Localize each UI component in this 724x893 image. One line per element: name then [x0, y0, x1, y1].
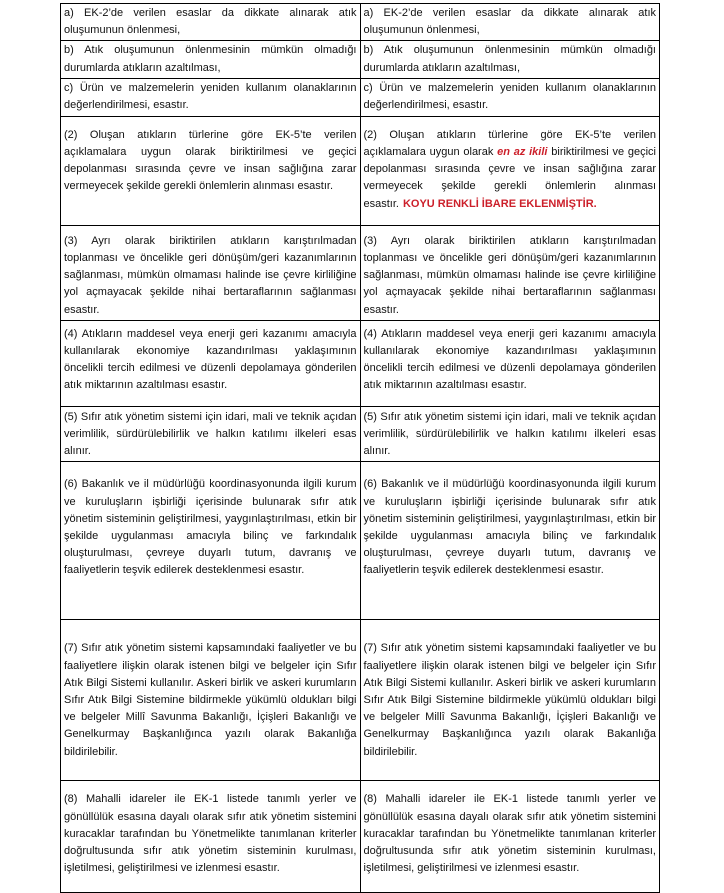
left-cell: (6) Bakanlık ve il müdürlüğü koordinasyonunda ilgili kurum ve kuruluşların işbirliği içerisinde bulunarak sıfır atık yönetim sisteminin geliştirilmesi, yaygınlaştırılması, etkin bir şekilde uygulanması amacıyla bilinç ve farkındalık oluşturulması, çevreye duyarlı tutum, davranış ve faaliyetlerin teşvik edilerek desteklenmesi esastır.: [61, 462, 361, 620]
right-cell-amended: [360, 116, 660, 225]
amended-text-before: (2) Oluşan atıkların türlerine göre EK-5’te verilen açıklamalara uygun olarak: [363, 128, 656, 159]
comparison-table: [60, 3, 660, 893]
right-cell: (4) Atıkların maddesel veya enerji geri kazanımı amacıyla kullanılarak ekonomiye kazandırılması yaklaşımının öncelikli tercih edilmesi ve düzenli depolamaya gönderilen atık miktarının azaltılması esastır.: [360, 320, 660, 406]
left-cell: (2) Oluşan atıkların türlerine göre EK-5’te verilen açıklamalara uygun olarak biriktirilmesi ve geçici depolanması sırasında çevre ve insan sağlığına zarar vermeyecek şekilde gerekli önlemlerin alınması esastır.: [61, 116, 361, 225]
left-cell: (3) Ayrı olarak biriktirilen atıkların karıştırılmadan toplanması ve öncelikle geri dönüşüm/geri kazanımlarının sağlanması, mümkün olmaması halinde ise çevre kirliliğine yol açmayacak şekilde nihai bertaraflarının sağlanması esastır.: [61, 225, 361, 320]
right-cell: (3) Ayrı olarak biriktirilen atıkların karıştırılmadan toplanması ve öncelikle geri dönüşüm/geri kazanımlarının sağlanması, mümkün olmaması halinde ise çevre kirliliğine yol açmayacak şekilde nihai bertaraflarının sağlanması esastır.: [360, 225, 660, 320]
table-row: [61, 620, 660, 781]
left-cell: c) Ürün ve malzemelerin yeniden kullanım olanaklarının değerlendirilmesi, esastır.: [61, 78, 361, 116]
right-cell: (5) Sıfır atık yönetim sistemi için idari, mali ve teknik açıdan verimlilik, sürdürülebilirlik ve halkın katılımı ilkeleri esas alınır.: [360, 406, 660, 462]
table-row: [61, 78, 660, 116]
left-cell: (5) Sıfır atık yönetim sistemi için idari, mali ve teknik açıdan verimlilik, sürdürülebilirlik ve halkın katılımı ilkeleri esas alınır.: [61, 406, 361, 462]
left-cell: (4) Atıkların maddesel veya enerji geri kazanımı amacıyla kullanılarak ekonomiye kazandırılması yaklaşımının öncelikli tercih edilmesi ve düzenli depolamaya gönderilen atık miktarının azaltılması esastır.: [61, 320, 361, 406]
table-row: [61, 41, 660, 78]
left-cell: b) Atık oluşumunun önlenmesinin mümkün olmadığı durumlarda atıkların azaltılması,: [61, 41, 361, 78]
table-row: [61, 116, 660, 225]
left-cell: (8) Mahalli idareler ile EK-1 listede tanımlı yerler ve gönüllülük esasına dayalı olarak sıfır atık yönetim sistemini kuracaklar tarafından bu Yönetmelikte tanımlanan kriterler doğrultusunda sıfır atık yönetim sisteminin kurulması, işletilmesi, geliştirilmesi ve izlenmesi esastır.: [61, 781, 361, 893]
right-cell: (6) Bakanlık ve il müdürlüğü koordinasyonunda ilgili kurum ve kuruluşların işbirliği içerisinde bulunarak sıfır atık yönetim sisteminin geliştirilmesi, yaygınlaştırılması, etkin bir şekilde uygulanması amacıyla bilinç ve farkındalık oluşturulması, çevreye duyarlı tutum, davranış ve faaliyetlerin teşvik edilerek desteklenmesi esastır.: [360, 462, 660, 620]
added-phrase: en az ikili: [497, 146, 548, 159]
right-cell: (8) Mahalli idareler ile EK-1 listede tanımlı yerler ve gönüllülük esasına dayalı olarak sıfır atık yönetim sistemini kuracaklar tarafından bu Yönetmelikte tanımlanan kriterler doğrultusunda sıfır atık yönetim sisteminin kurulması, işletilmesi, geliştirilmesi ve izlenmesi esastır.: [360, 781, 660, 893]
table-row: [61, 781, 660, 893]
table-row: [61, 406, 660, 462]
table-row: [61, 462, 660, 620]
right-cell: b) Atık oluşumunun önlenmesinin mümkün olmadığı durumlarda atıkların azaltılması,: [360, 41, 660, 78]
left-cell: (7) Sıfır atık yönetim sistemi kapsamındaki faaliyetler ve bu faaliyetlere ilişkin olarak istenen bilgi ve belgeler için Sıfır Atık Bilgi Sistemi kullanılır. Askeri birlik ve askeri kurumların Sıfır Atık Bilgi Sistemine bildirmekle yükümlü oldukları bilgi ve belgeler Millî Savunma Bakanlığı, İçişleri Bakanlığı ve Genelkurmay Başkanlığınca yazılı olarak Bakanlığa bildirilebilir.: [61, 620, 361, 781]
right-cell: c) Ürün ve malzemelerin yeniden kullanım olanaklarının değerlendirilmesi, esastır.: [360, 78, 660, 116]
right-cell: (7) Sıfır atık yönetim sistemi kapsamındaki faaliyetler ve bu faaliyetlere ilişkin olarak istenen bilgi ve belgeler için Sıfır Atık Bilgi Sistemi kullanılır. Askeri birlik ve askeri kurumların Sıfır Atık Bilgi Sistemine bildirmekle yükümlü oldukları bilgi ve belgeler Millî Savunma Bakanlığı, İçişleri Bakanlığı ve Genelkurmay Başkanlığınca yazılı olarak Bakanlığa bildirilebilir.: [360, 620, 660, 781]
right-cell: a) EK-2’de verilen esaslar da dikkate alınarak atık oluşumunun önlenmesi,: [360, 4, 660, 41]
left-cell: a) EK-2’de verilen esaslar da dikkate alınarak atık oluşumunun önlenmesi,: [61, 4, 361, 41]
table-row: [61, 320, 660, 406]
amended-text-after: biriktirilmesi ve geçici depolanması sırasında çevre ve insan sağlığına zarar vermeyecek şekilde gerekli önlemlerin alınması esastır.: [363, 146, 656, 210]
amendment-note: KOYU RENKLİ İBARE EKLENMİŞTİR.: [402, 197, 597, 210]
table-row: [61, 4, 660, 41]
table-row: [61, 225, 660, 320]
